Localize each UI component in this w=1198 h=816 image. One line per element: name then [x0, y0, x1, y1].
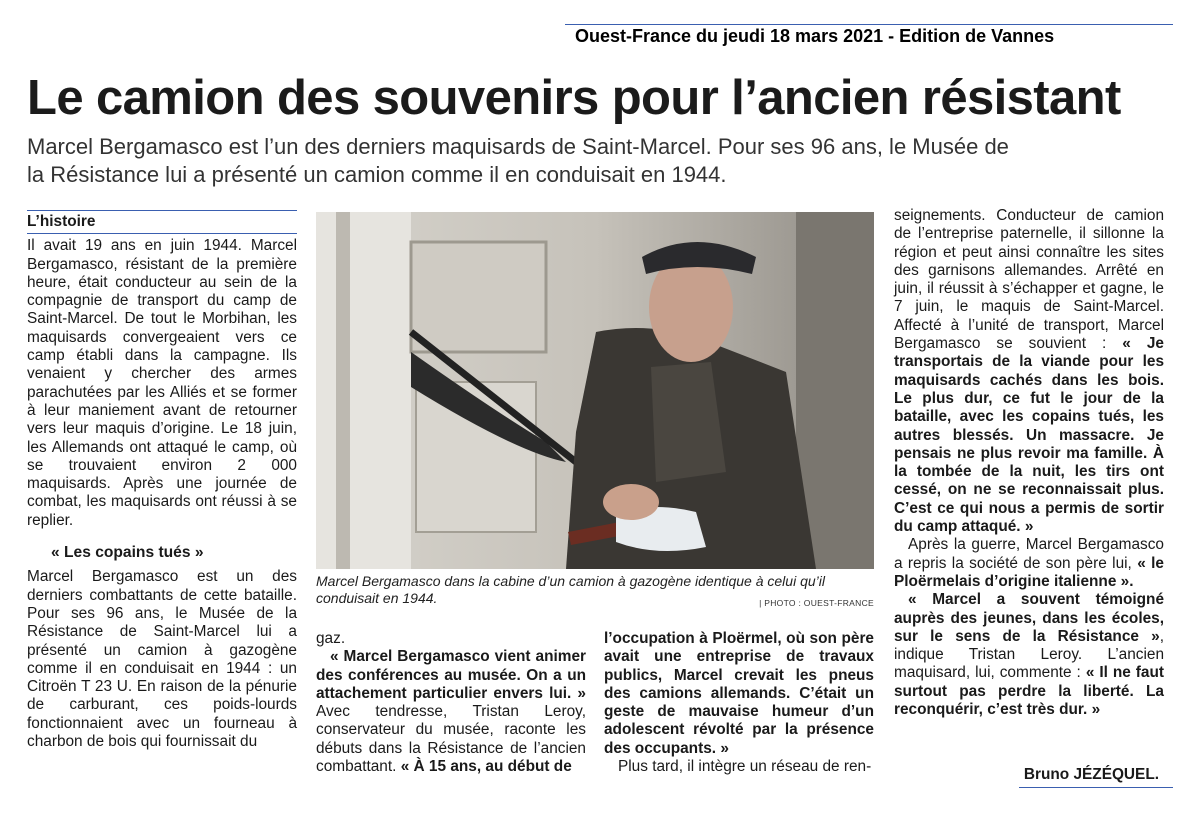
photo-credit: | PHOTO : OUEST-FRANCE	[759, 598, 874, 608]
text-apres-guerre: Après la guerre, Marcel Bergamasco a repris la société de son père lui,	[894, 536, 1164, 572]
photo-caption: Marcel Bergamasco dans la cabine d’un camion à gazogène identique à celui qu’il conduisait en 1944.	[316, 573, 825, 606]
quote-occupation: l’occupation à Ploërmel, où son père avait une entreprise de travaux publics, Marcel crevait les pneus des camions allemands. C’était un geste de mauvaise humeur d’un adolescent révolté par la présence des occupants. »	[604, 630, 874, 757]
paragraph-copains: Marcel Bergamasco est un des derniers combattants de cette bataille. Pour ses 96 ans, le Musée de la Résistance de Saint-Marcel lui a présenté un camion à gazogène comme il en conduisait en 1944 : un Citroën T 23 U. En raison de la pénurie de carburant, ces poids-lourds fonctionnaient avec un fourneau à charbon de bois qui fournissait du	[27, 568, 297, 751]
quote-15-ans: « À 15 ans, au début de	[400, 758, 572, 776]
source-line: Ouest-France du jeudi 18 mars 2021 - Edition de Vannes	[575, 26, 1055, 46]
header-rule	[565, 24, 1173, 25]
paragraph-apres-guerre	[894, 536, 1164, 591]
section-label: L’histoire	[27, 210, 297, 234]
byline: Bruno JÉZÉQUEL.	[1023, 766, 1159, 783]
headline: Le camion des souvenirs pour l’ancien résistant	[27, 71, 1121, 125]
paragraph-plus-tard: Plus tard, il intègre un réseau de ren-	[618, 758, 872, 776]
quote-temoigne: « Marcel a souvent témoigné auprès des jeunes, dans les écoles, sur le sens de la Résistance »	[894, 591, 1164, 645]
paragraph-tendresse	[316, 648, 586, 776]
paragraph-renseignements	[894, 207, 1164, 536]
standfirst: Marcel Bergamasco est l’un des derniers maquisards de Saint-Marcel. Pour ses 96 ans, le Musée de la Résistance lui a présenté un camion comme il en conduisait en 1944.	[27, 134, 1009, 187]
column-1	[27, 210, 297, 751]
quote-conferences: « Marcel Bergamasco vient animer des conférences au musée. On a un attachement particulier envers lui. »	[316, 648, 586, 702]
text-tendresse: Avec tendresse, Tristan Leroy, conservateur du musée, raconte les débuts dans la Résistance de l’ancien combattant.	[316, 703, 586, 776]
article-photo	[316, 212, 874, 569]
text-temoigne: , indique Tristan Leroy. L’ancien maquisard, lui, commente :	[894, 627, 1164, 682]
text-renseignements: seignements. Conducteur de camion de l’entreprise paternelle, il sillonne la région et peut ainsi connaître les sites des garnisons allemandes. Arrêté en juin, il réussit à s’échapper et gagne, le 7 juin, le maquis de Saint-Marcel. Affecté à l’unité de transport, Marcel Bergamasco se souvient :	[894, 207, 1164, 353]
footer-rule	[1019, 787, 1173, 788]
truck-cabin-photo	[316, 212, 874, 569]
column-4	[894, 207, 1164, 719]
quote-liberte: « Il ne faut surtout pas perdre la liberté. La reconquérir, c’est très dur. »	[894, 664, 1164, 719]
paragraph-gaz: gaz.	[316, 630, 346, 647]
column-2	[316, 630, 586, 776]
quote-ploermelais: « le Ploërmelais d’origine italienne ».	[894, 554, 1164, 590]
paragraph-history: Il avait 19 ans en juin 1944. Marcel Bergamasco, résistant de la première heure, était conducteur au sein de la compagnie de transport du camp de Saint-Marcel. De tout le Morbihan, les maquisards convergeaient vers ce camp établi dans la campagne. Ils venaient y chercher des armes parachutées par les Alliés et se former à leur maniement avant de retourner vers leur maquis d’origine. Le 18 juin, les Allemands ont attaqué le camp, où se trouvaient environ 2 000 maquisards. Après une journée de combat, les maquisards ont réussi à se replier.	[27, 237, 297, 529]
quote-bataille: « Je transportais de la viande pour les maquisards cachés dans les bois. Le plus dur, ce fut le jour de la bataille, avec les copains tués, les autres blessés. Un massacre. Je pensais ne plus revoir ma famille. À la tombée de la nuit, les tirs ont cessé, on ne se reconnaissait plus. C’est ce qui nous a permis de sortir du camp attaqué. »	[894, 335, 1164, 536]
column-3	[604, 630, 874, 776]
paragraph-temoigne	[894, 591, 1164, 719]
subheading: « Les copains tués »	[51, 544, 204, 562]
